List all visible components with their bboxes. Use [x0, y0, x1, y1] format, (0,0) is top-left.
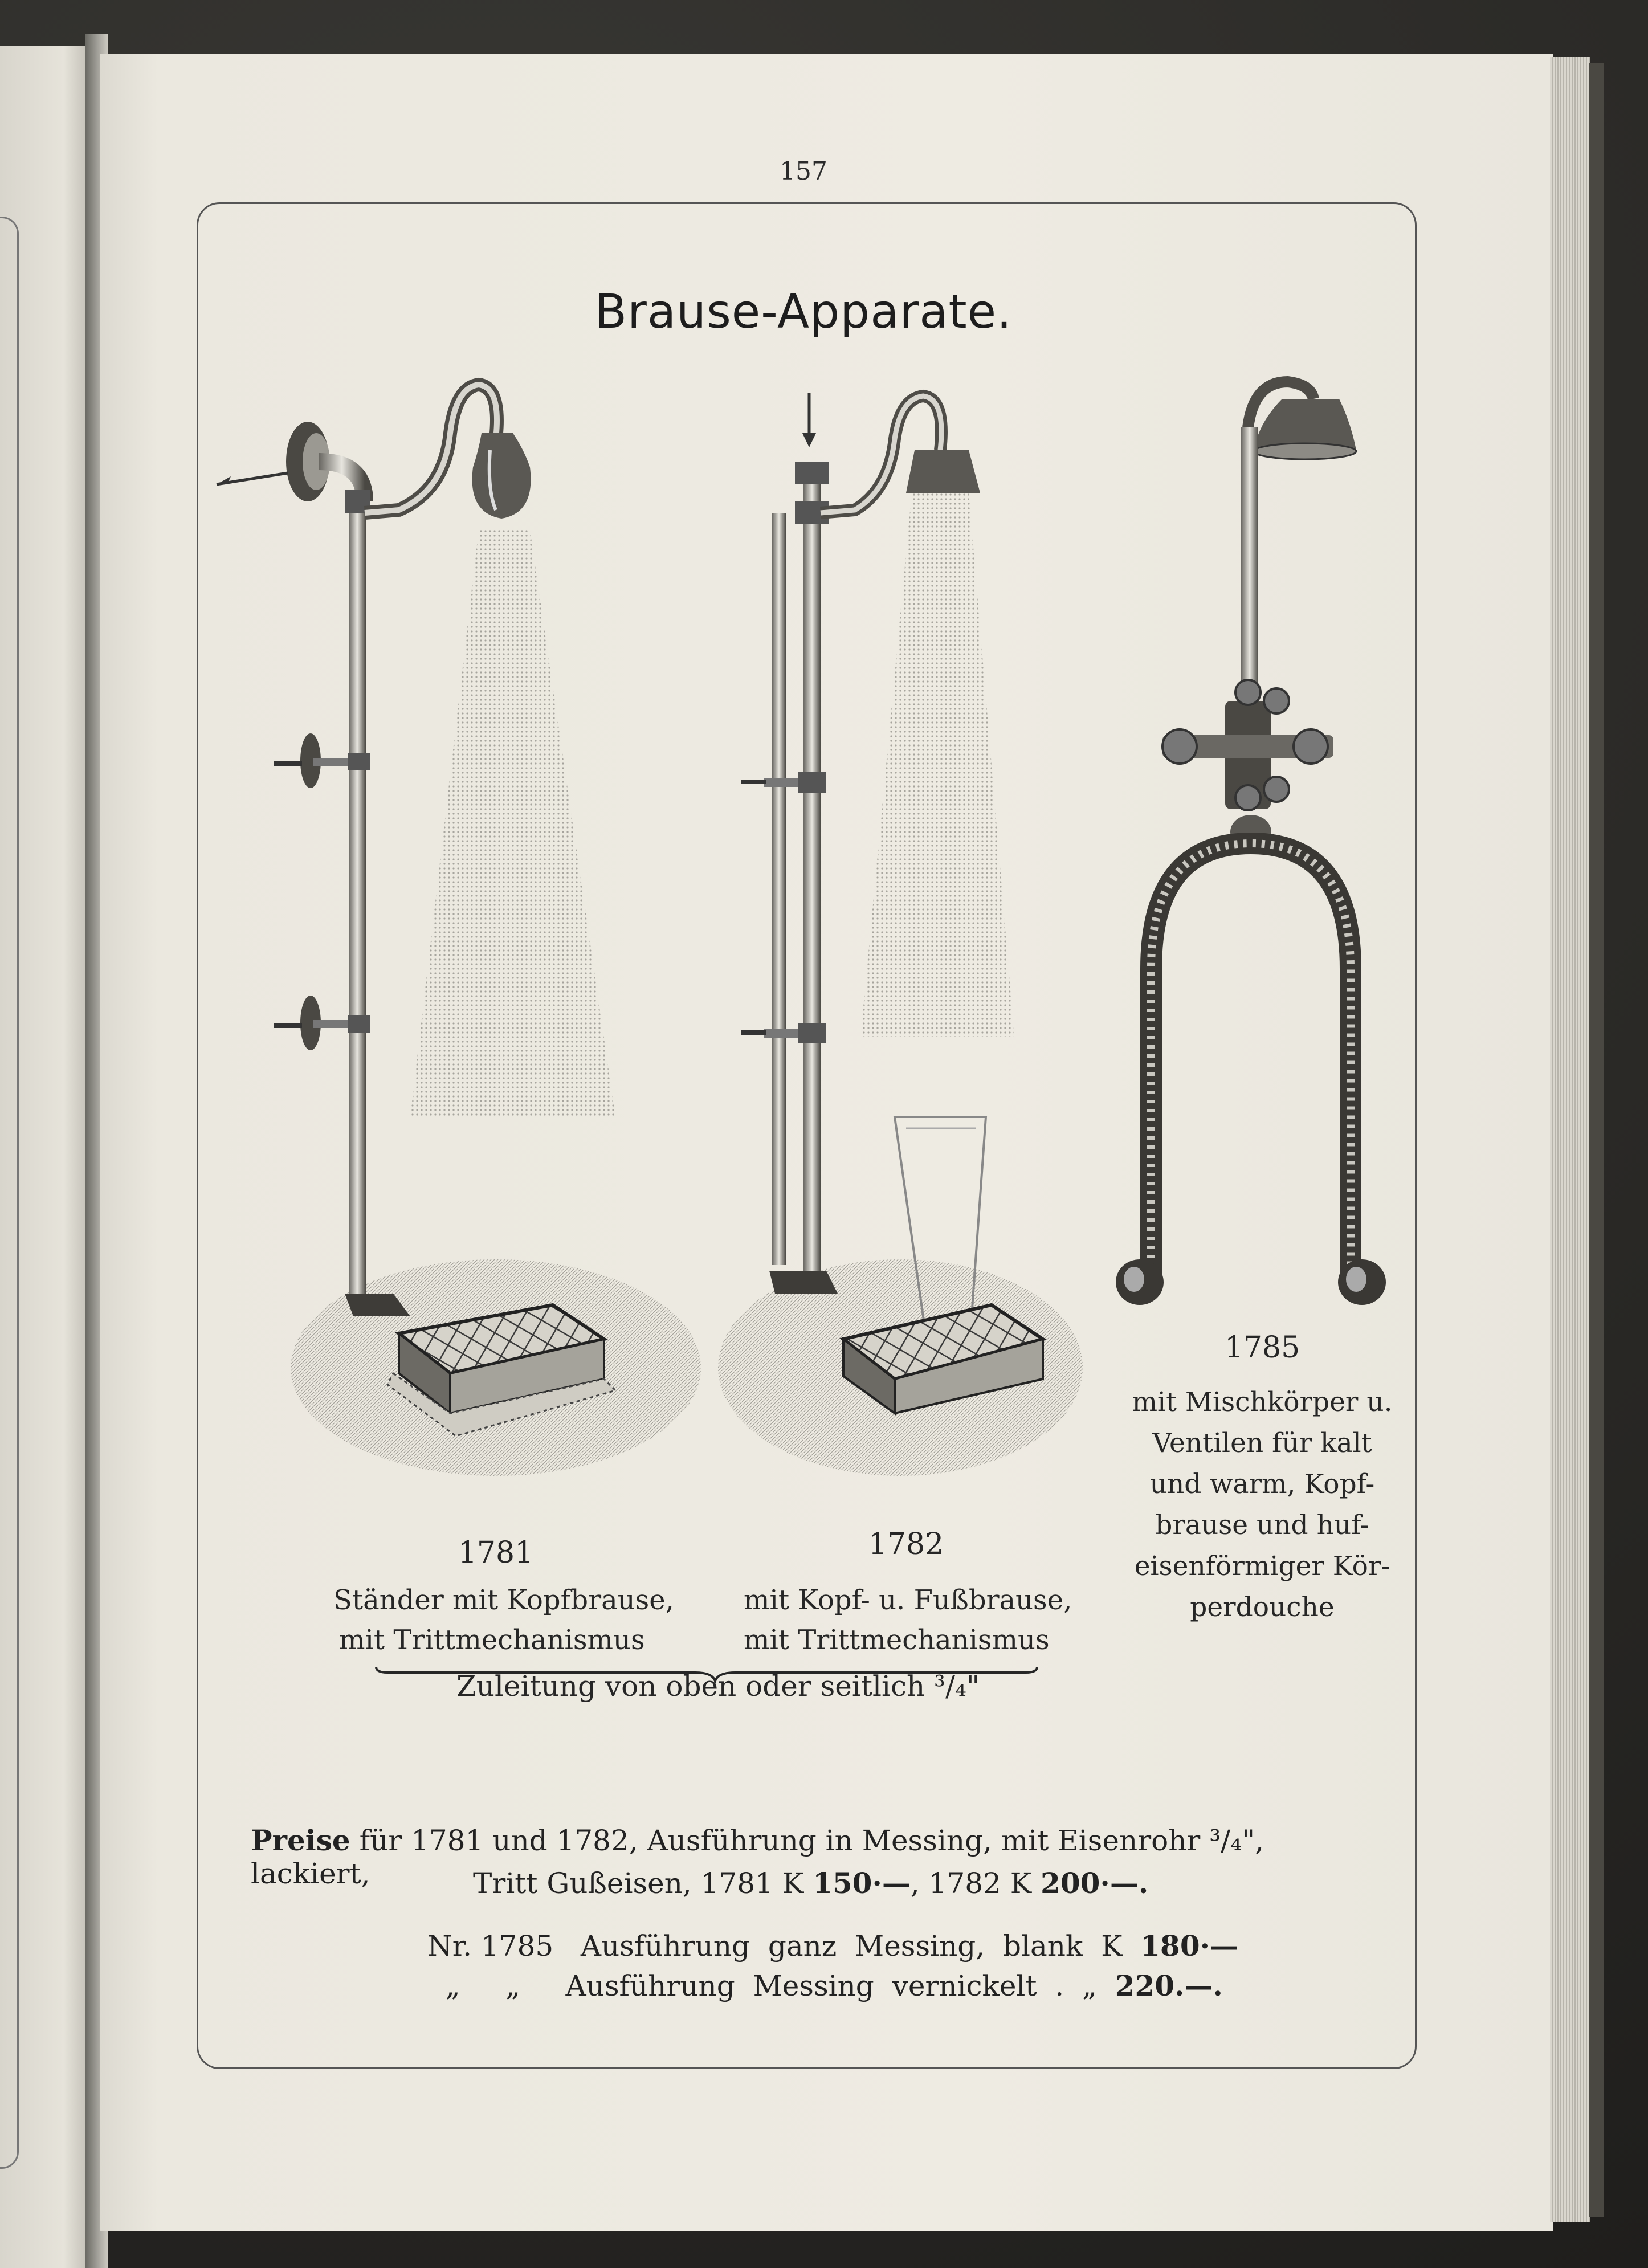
price-1785-blank: 180·—	[1140, 1929, 1239, 1963]
product-1785-description	[1125, 1382, 1399, 1628]
price-line-3	[427, 1929, 1396, 1963]
product-1785-desc-line: mit Mischkörper u.	[1132, 1386, 1393, 1418]
price-line-2-mid: , 1782 K	[910, 1867, 1041, 1900]
page-number: 157	[780, 157, 827, 186]
shower-1782-illustration	[718, 393, 1083, 1476]
product-1785-desc-line: und warm, Kopf-	[1149, 1469, 1375, 1500]
price-line-3-pre: Nr. 1785 Ausführung ganz Messing, blank K	[427, 1930, 1141, 1963]
product-1785-desc-line: brause und huf-	[1155, 1510, 1369, 1541]
shower-1785-illustration	[1116, 382, 1386, 1305]
product-1785-desc-line: eisenförmiger Kör-	[1134, 1551, 1390, 1582]
product-1785-number: 1785	[1224, 1331, 1300, 1365]
price-1781: 150·—	[813, 1866, 911, 1900]
price-line-1-text: für 1781 und 1782, Ausführung in Messing, mit Eisenrohr ³/₄", lackiert,	[251, 1824, 1264, 1890]
product-1785-desc-line: perdouche	[1190, 1592, 1335, 1623]
product-1782-number: 1782	[868, 1527, 944, 1561]
product-1781-line1: Ständer mit Kopfbrause,	[333, 1584, 674, 1616]
price-1785-nickel: 220.—.	[1115, 1969, 1223, 2002]
product-1782-line1: mit Kopf- u. Fußbrause,	[744, 1584, 1072, 1616]
page-title: Brause-Apparate.	[594, 285, 1013, 339]
price-line-2-pre: Tritt Gußeisen, 1781 K	[473, 1867, 813, 1900]
feed-note: Zuleitung von oben oder seitlich ³/₄"	[456, 1670, 980, 1703]
product-1781-line2: mit Trittmechanismus	[339, 1624, 645, 1656]
price-line-4	[427, 1969, 1396, 2002]
price-1782: 200·—.	[1041, 1866, 1149, 1900]
shower-1781-illustration	[217, 385, 701, 1476]
price-line-2	[473, 1866, 1385, 1900]
product-1785-desc-line: Ventilen für kalt	[1152, 1427, 1372, 1459]
product-1782-line2: mit Trittmechanismus	[744, 1624, 1050, 1656]
prices-label: Preise	[251, 1824, 350, 1857]
product-1781-number: 1781	[458, 1536, 534, 1570]
price-line-4-pre: „ „ Ausführung Messing vernickelt . „	[427, 1969, 1115, 2002]
